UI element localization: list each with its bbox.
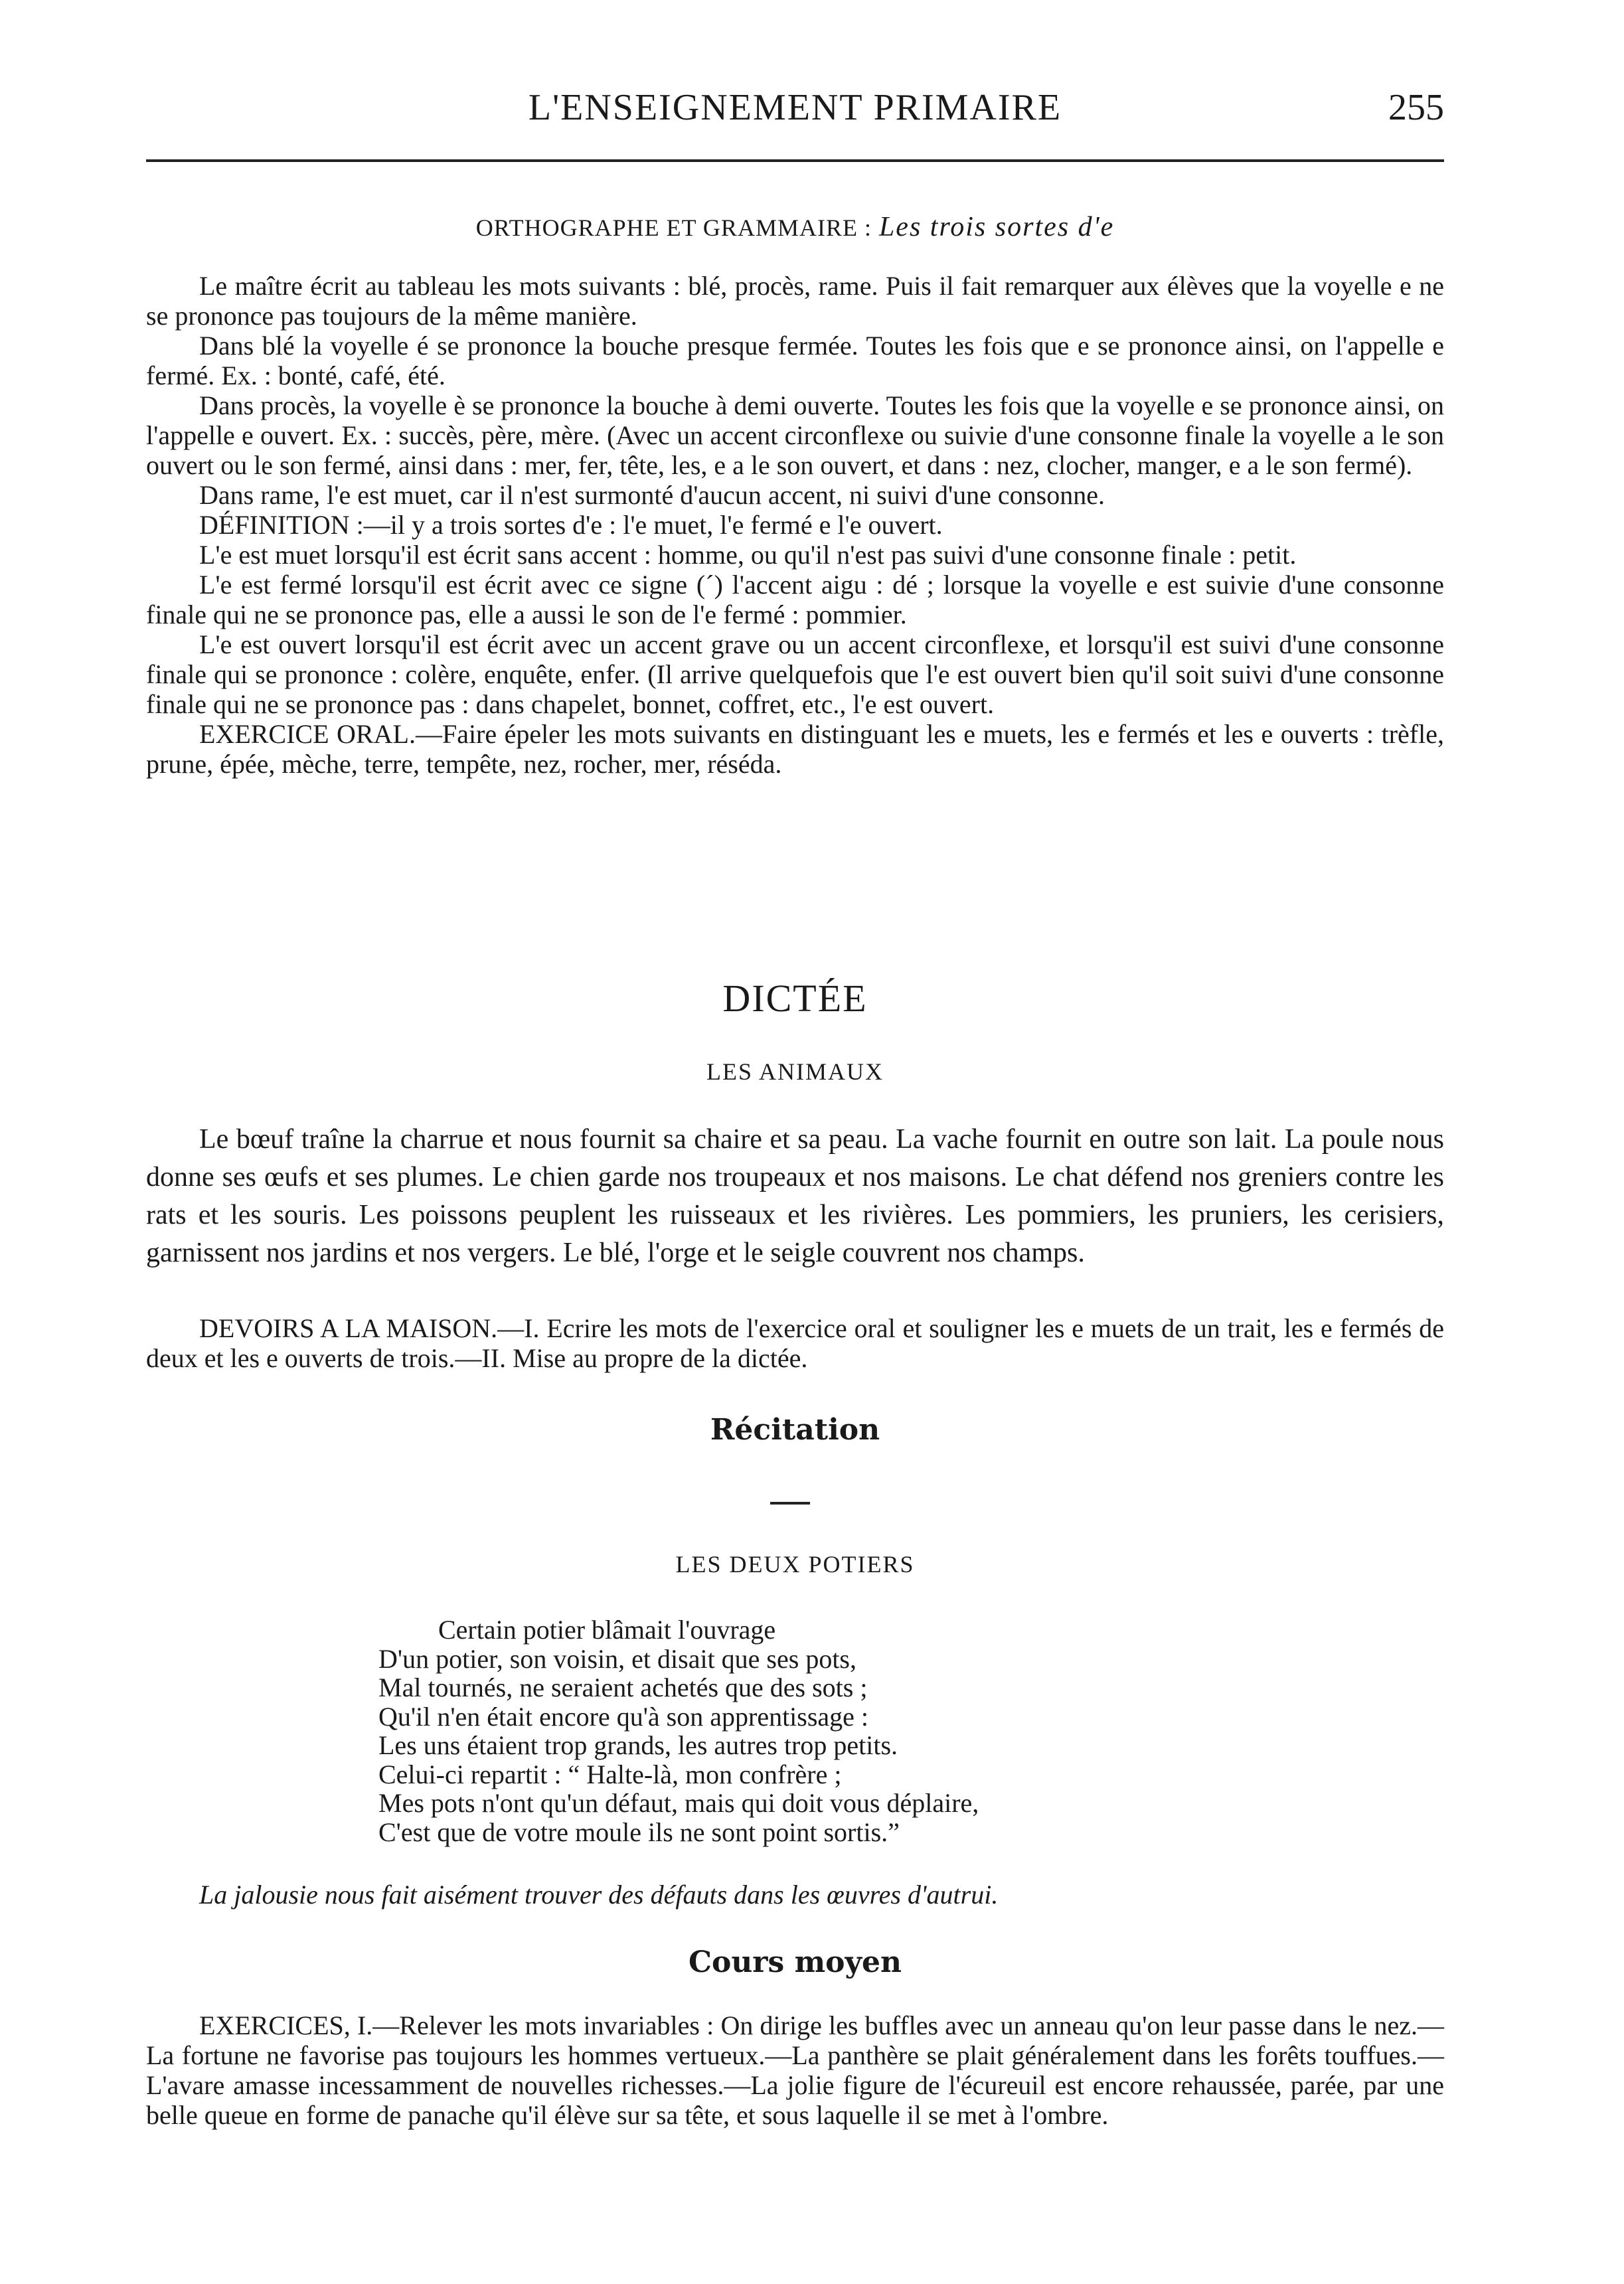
page-number: 255: [1388, 87, 1444, 128]
poem-line: Mal tournés, ne seraient achetés que des sots ;: [378, 1672, 868, 1702]
devoirs-section: [146, 1313, 1444, 1373]
paragraph: Dans procès, la voyelle è se prononce la bouche à demi ouverte. Toutes les fois que la voyelle e se prononce ainsi, on l'appelle e ouvert. Ex. : succès, père, mère. (Avec un accent circonflexe ou suivie d'une consonne finale la voyelle a le son ouvert ou le son fermé, ainsi dans : mer, fer, tête, les, e a le son ouvert, et dans : nez, clocher, manger, e a le son fermé).: [146, 390, 1444, 480]
poem-moral: La jalousie nous fait aisément trouver des défauts dans les œuvres d'autrui.: [199, 1880, 999, 1910]
paragraph: Dans rame, l'e est muet, car il n'est surmonté d'aucun accent, ni suivi d'une consonne.: [199, 480, 1105, 510]
exercices-text: EXERCICES, I.—Relever les mots invariables : On dirige les buffles avec un anneau qu'on leur passe dans le nez.—La fortune ne favorise pas toujours les hommes vertueux.—La panthère se plait généralement dans les forêts touffues.—L'avare amasse incessamment de nouvelles richesses.—La jolie figure de l'écureuil est encore rehaussée, parée, par une belle queue en forme de panache qu'il élève sur sa tête, et sous laquelle il se met à l'ombre.: [146, 2010, 1444, 2130]
running-header: [146, 80, 1444, 162]
poem-line: Certain potier blâmait l'ouvrage: [438, 1615, 776, 1645]
separator-dash: [770, 1502, 810, 1505]
recitation-title: Récitation: [710, 1413, 880, 1447]
dictee-subtitle: LES ANIMAUX: [706, 1058, 884, 1085]
orthographe-heading: [146, 211, 1444, 243]
dictee-text: Le bœuf traîne la charrue et nous fournit sa chaire et sa peau. La vache fournit en outre son lait. La poule nous donne ses œufs et ses plumes. Le chien garde nos troupeaux et nos maisons. Le chat défend nos greniers contre les rats et les souris. Les poissons peuplent les ruisseaux et les rivières. Les pommiers, les pruniers, les cerisiers, garnissent nos jardins et nos vergers. Le blé, l'orge et le seigle couvrent nos champs.: [146, 1124, 1444, 1268]
cours-moyen-title: Cours moyen: [688, 1945, 902, 1979]
devoirs-text: DEVOIRS A LA MAISON.—I. Ecrire les mots de l'exercice oral et souligner les e muets de un trait, les e fermés de deux et les e ouverts de trois.—II. Mise au propre de la dictée.: [146, 1313, 1444, 1373]
cours-moyen-section: [146, 2010, 1444, 2130]
orthographe-heading-label: ORTHOGRAPHE ET GRAMMAIRE :: [475, 214, 872, 241]
poem-title: LES DEUX POTIERS: [675, 1551, 915, 1578]
paragraph: L'e est fermé lorsqu'il est écrit avec ce signe (´) l'accent aigu : dé ; lorsque la voyelle e est suivie d'une consonne finale qui ne se prononce pas, elle a aussi le son de l'e fermé : pommier.: [146, 570, 1444, 629]
paragraph: Le maître écrit au tableau les mots suivants : blé, procès, rame. Puis il fait remarquer aux élèves que la voyelle e ne se prononce pas toujours de la même manière.: [146, 271, 1444, 331]
orthographe-heading-title: Les trois sortes d'e: [878, 212, 1115, 242]
paragraph: L'e est muet lorsqu'il est écrit sans accent : homme, ou qu'il n'est pas suivi d'une consonne finale : petit.: [199, 540, 1297, 570]
poem-line: D'un potier, son voisin, et disait que ses pots,: [378, 1643, 856, 1674]
exercice-oral: EXERCICE ORAL.—Faire épeler les mots suivants en distinguant les e muets, les e fermés et les e ouverts : trèfle, prune, épée, mèche, terre, tempête, nez, rocher, mer, réséda.: [146, 719, 1444, 779]
dictee-title: DICTÉE: [722, 977, 868, 1020]
definition: DÉFINITION :—il y a trois sortes d'e : l'e muet, l'e fermé e l'e ouvert.: [199, 510, 943, 540]
paragraph: L'e est ouvert lorsqu'il est écrit avec un accent grave ou un accent circonflexe, et lorsqu'il est suivi d'une consonne finale qui se prononce : colère, enquête, enfer. (Il arrive quelquefois que l'e est ouvert bien qu'il soit suivi d'une consonne finale qui ne se prononce pas : dans chapelet, bonnet, coffret, etc., l'e est ouvert.: [146, 629, 1444, 719]
paragraph: Dans blé la voyelle é se prononce la bouche presque fermée. Toutes les fois que e se prononce ainsi, on l'appelle e fermé. Ex. : bonté, café, été.: [146, 331, 1444, 390]
poem-line: Qu'il n'en était encore qu'à son apprentissage :: [378, 1701, 869, 1732]
running-title: L'ENSEIGNEMENT PRIMAIRE: [528, 87, 1062, 128]
poem: [378, 1615, 1242, 1846]
dictee-section: [146, 1121, 1444, 1272]
poem-line: Celui-ci repartit : “ Halte-là, mon confrère ;: [378, 1759, 842, 1789]
poem-line: C'est que de votre moule ils ne sont point sortis.”: [378, 1817, 900, 1847]
poem-line: Les uns étaient trop grands, les autres trop petits.: [378, 1730, 898, 1760]
orthographe-section: [146, 271, 1444, 779]
poem-line: Mes pots n'ont qu'un défaut, mais qui doit vous déplaire,: [378, 1788, 979, 1818]
